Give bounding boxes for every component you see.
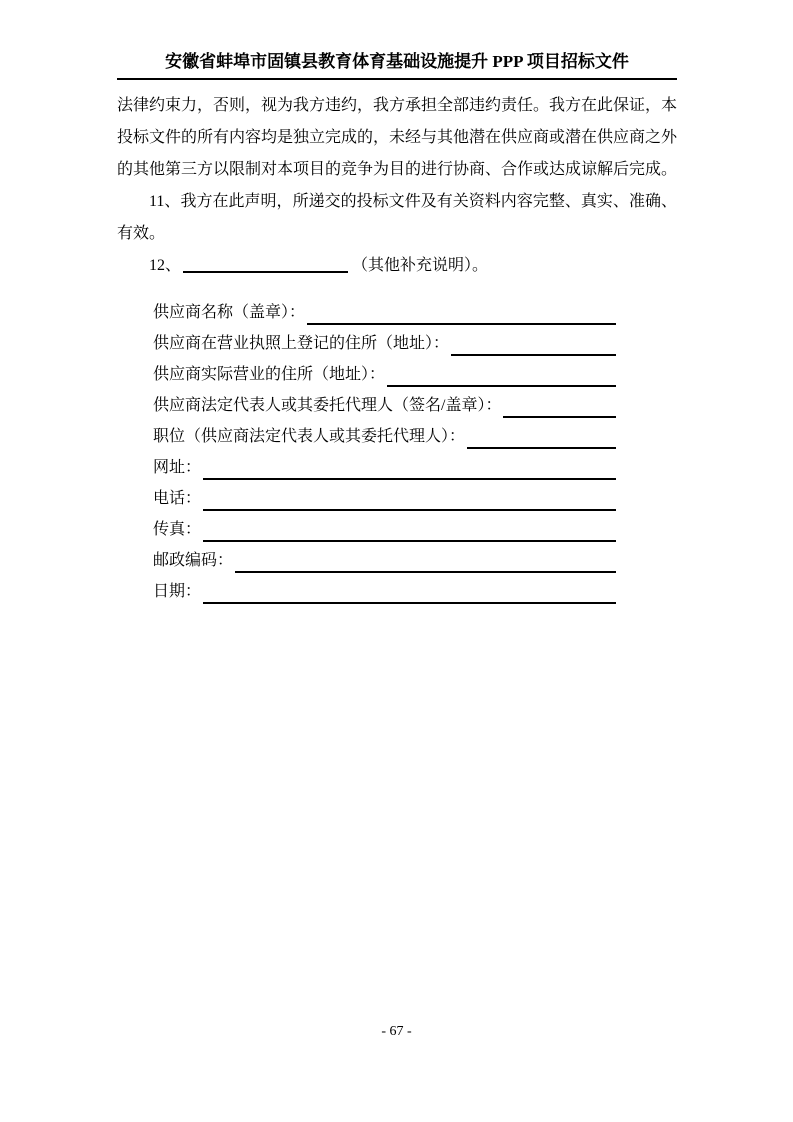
supplier-form-block [153,297,616,607]
item-12-suffix: （其他补充说明）。 [352,257,489,274]
field-label: 供应商在营业执照上登记的住所（地址）： [153,335,450,352]
form-field-row-representative-signature [153,390,616,421]
field-label: 电话： [153,490,202,507]
field-blank-line [451,328,616,356]
field-label: 职位（供应商法定代表人或其委托代理人）： [153,428,466,445]
field-label: 供应商名称（盖章）： [153,304,306,321]
form-field-row-postal-code [153,545,616,576]
field-blank-line [387,359,616,387]
field-label: 传真： [153,521,202,538]
field-blank-line [235,545,616,573]
form-field-row-supplier-name [153,297,616,328]
paragraph-legal-binding: 法律约束力，否则，视为我方违约，我方承担全部违约责任。我方在此保证，本投标文件的所有内容均是独立完成的，未经与其他潜在供应商或潜在供应商之外的其他第三方以限制对本项目的竞争为目的进行协商、合作或达成谅解后完成。 [117,97,678,178]
form-field-row-fax [153,514,616,545]
field-label: 日期： [153,583,202,600]
field-blank-line [203,483,616,511]
field-blank-line [203,514,616,542]
body-text-block [117,90,677,282]
form-field-row-registered-address [153,328,616,359]
form-field-row-position [153,421,616,452]
field-label: 供应商法定代表人或其委托代理人（签名/盖章）： [153,397,502,414]
page-number: - 67 - [381,1024,412,1039]
field-blank-line [467,421,616,449]
item-12-blank-line [183,257,348,273]
form-field-row-phone [153,483,616,514]
field-label: 网址： [153,459,202,476]
field-label: 供应商实际营业的住所（地址）： [153,366,386,383]
document-content [117,52,677,607]
form-field-row-date [153,576,616,607]
item-12-prefix: 12、 [149,257,182,274]
field-blank-line [203,576,616,604]
field-blank-line [307,297,616,325]
field-blank-line [203,452,616,480]
form-field-row-website [153,452,616,483]
field-blank-line [503,390,616,418]
paragraph-item-11: 11、我方在此声明，所递交的投标文件及有关资料内容完整、真实、准确、有效。 [117,193,677,242]
paragraph-item-12 [117,250,677,282]
field-label: 邮政编码： [153,552,234,569]
form-field-row-actual-address [153,359,616,390]
document-header-title: 安徽省蚌埠市固镇县教育体育基础设施提升 PPP 项目招标文件 [117,52,677,80]
